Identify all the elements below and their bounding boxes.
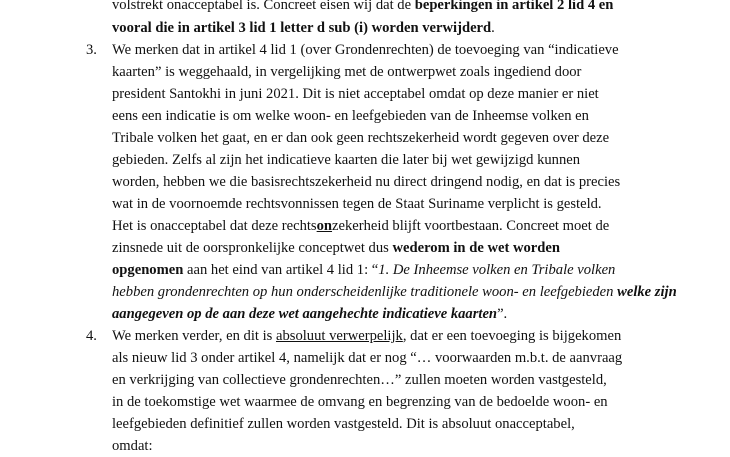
italic-text: hebben grondenrechten op hun onderscheidenlijke traditionele woon- en leefgebieden [112,284,618,300]
text-line: omdat: [112,438,153,454]
text-line: We merken dat in artikel 4 lid 1 (over Grondenrechten) de toevoeging van “indicatieve [112,42,619,58]
text-line [112,215,609,237]
text-line: president Santokhi in juni 2021. Dit is niet acceptabel omdat op deze manier er niet [112,86,599,102]
text-line: leefgebieden definitief zullen worden vastgesteld. Dit is absoluut onacceptabel, [112,416,575,432]
bold-italic-text: aangegeven op de aan deze wet aangehechte indicatieve kaarten [112,306,498,322]
text-line: gebieden. Zelfs al zijn het indicatieve kaarten die later bij wet gewijzigd kunnen [112,152,581,168]
bold-text: wederom in de wet worden [392,240,560,256]
text-line [112,17,495,39]
text-line: eens een indicatie is om welke woon- en leefgebieden van de Inheemse volken en [112,108,589,124]
text-span: , dat er een toevoeging is bijgekomen [402,328,622,344]
list-number: 4. [86,328,97,344]
text-span: Het is onacceptabel dat deze rechts [112,218,317,234]
italic-text: 1. De Inheemse volken en Tribale volken [378,262,616,278]
text-line [112,0,613,16]
bold-italic-text: welke zijn [617,284,677,300]
text-span: aan het eind van artikel 4 lid 1: “ [183,262,379,278]
bold-text: opgenomen [112,262,184,278]
text-line: worden, hebben we die basisrechtszekerheid nu direct dringend nodig, en dat is precies [112,174,621,190]
underlined-text: absoluut verwerpelijk [275,328,403,344]
text-line: in de toekomstige wet waarmee de omvang en begrenzing van de bedoelde woon- en [112,394,608,410]
text-line [112,325,621,347]
bold-text: beperkingen in artikel 2 lid 4 en [414,0,614,13]
text-span: zinsnede uit de oorspronkelijke conceptwet dus [112,240,393,256]
text-line: Tribale volken het gaat, en er dan ook geen rechtszekerheid wordt gegeven over deze [112,130,610,146]
text-span: ”. [497,306,508,322]
text-line: als nieuw lid 3 onder artikel 4, namelijk dat er nog “… voorwaarden m.b.t. de aanvraag [112,350,623,366]
text-line: kaarten” is weggehaald, in vergelijking met de ontwerpwet zoals ingediend door [112,64,582,80]
text-span: . [491,20,495,36]
text-span: volstrekt onacceptabel is. Concreet eisen wij dat de [112,0,415,13]
text-span: We merken verder, en dit is [112,328,276,344]
text-line [112,259,615,281]
text-line: wat in de voornoemde rechtsvonnissen tegen de Staat Suriname verplicht is gesteld. [112,196,602,212]
bold-text: vooral die in artikel 3 lid 1 letter d sub (i) worden verwijderd [112,20,492,36]
text-line [112,303,507,325]
text-line [112,281,677,303]
underlined-bold-text: on [316,218,333,234]
list-number: 3. [86,42,97,58]
text-span: zekerheid blijft voortbestaan. Concreet moet de [332,218,610,234]
text-line [112,237,560,259]
text-line: en verkrijging van collectieve grondenrechten…” zullen moeten worden vastgesteld, [112,372,607,388]
